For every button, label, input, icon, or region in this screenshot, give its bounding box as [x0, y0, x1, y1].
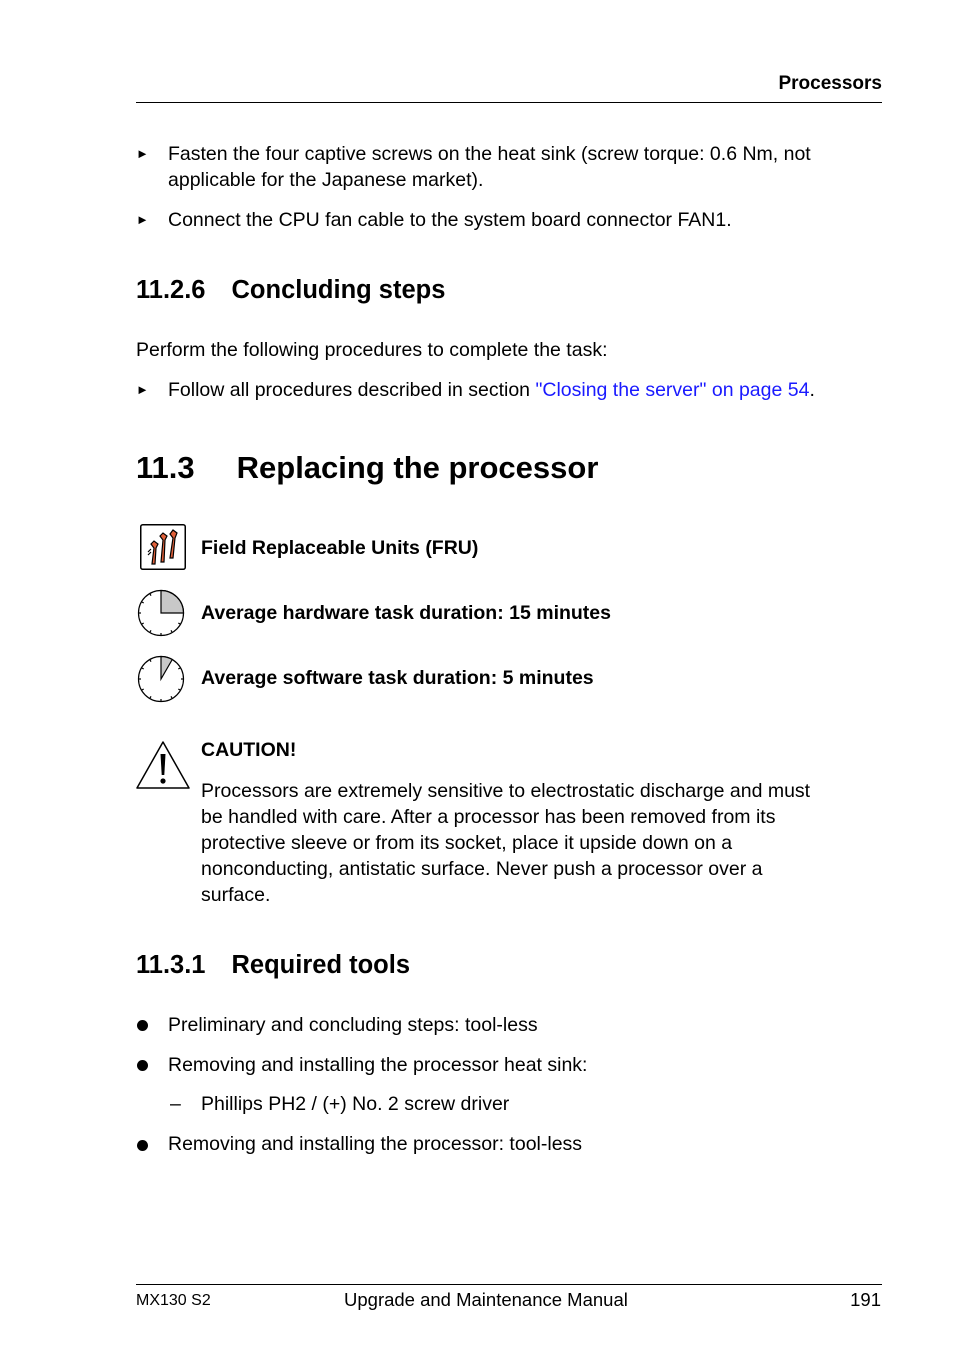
section-heading-11-2-6: 11.2.6 Concluding steps — [136, 276, 446, 304]
clock-5min-icon — [137, 655, 187, 705]
section-heading-11-3-1: 11.3.1 Required tools — [136, 951, 411, 979]
list-item: Preliminary and concluding steps: tool-less — [168, 1014, 538, 1036]
caution-title: CAUTION! — [201, 739, 297, 761]
step-text: Follow all procedures described in section "Closing the server" on page 54. — [168, 379, 815, 401]
fru-label: Field Replaceable Units (FRU) — [201, 537, 479, 559]
bullet-icon — [137, 1060, 148, 1071]
caution-text-line: protective sleeve or from its socket, place it upside down on a — [201, 832, 733, 854]
sub-list-marker: – — [170, 1093, 181, 1115]
list-item: Removing and installing the processor heat sink: — [168, 1054, 588, 1076]
closing-server-link[interactable]: "Closing the server" on page 54 — [535, 379, 810, 401]
warning-triangle-icon — [135, 739, 191, 791]
section-heading-11-3: 11.3 Replacing the processor — [136, 450, 599, 485]
footer-rule — [136, 1284, 882, 1285]
caution-text-line: nonconducting, antistatic surface. Never push a processor over a — [201, 858, 763, 880]
section-intro: Perform the following procedures to complete the task: — [136, 339, 608, 361]
page-number: 191 — [850, 1289, 881, 1310]
step-marker: ► — [136, 212, 149, 227]
step-marker: ► — [136, 146, 149, 161]
step-marker: ► — [136, 382, 149, 397]
caution-text-line: be handled with care. After a processor has been removed from its — [201, 806, 776, 828]
footer-manual-title: Upgrade and Maintenance Manual — [344, 1289, 628, 1310]
footer-model: MX130 S2 — [136, 1292, 211, 1309]
step-text-line: applicable for the Japanese market). — [168, 169, 484, 191]
header-rule — [136, 102, 882, 103]
list-item: Removing and installing the processor: tool-less — [168, 1133, 583, 1155]
hw-duration-label: Average hardware task duration: 15 minutes — [201, 602, 611, 624]
caution-text-line: surface. — [201, 884, 271, 906]
wrench-fru-icon — [140, 524, 186, 570]
sw-duration-label: Average software task duration: 5 minutes — [201, 667, 594, 689]
bullet-icon — [137, 1140, 148, 1151]
bullet-icon — [137, 1020, 148, 1031]
step-text-line: Fasten the four captive screws on the heat sink (screw torque: 0.6 Nm, not — [168, 143, 811, 165]
step-text: Connect the CPU fan cable to the system board connector FAN1. — [168, 209, 732, 231]
running-header: Processors — [778, 73, 882, 94]
clock-15min-icon — [137, 589, 187, 639]
sub-list-item: Phillips PH2 / (+) No. 2 screw driver — [201, 1093, 510, 1115]
caution-text-line: Processors are extremely sensitive to electrostatic discharge and must — [201, 780, 811, 802]
